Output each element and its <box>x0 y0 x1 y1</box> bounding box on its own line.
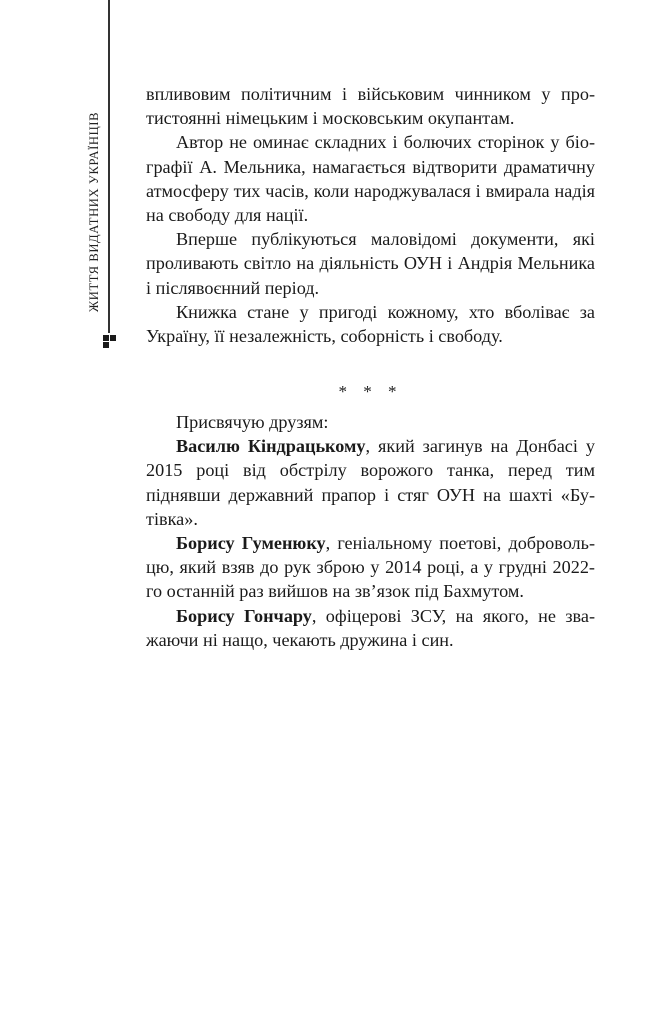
dedicatee-name: Борису Гончару <box>176 605 312 626</box>
series-title: ЖИТТЯ ВИДАТНИХ УКРАЇНЦІВ <box>87 111 101 313</box>
paragraph: Вперше публікуються маловідомі документи, які проливають світло на діяльність ОУН і Андрія Мельника і післявоєнний період. <box>146 229 595 298</box>
dedication-entry <box>146 604 595 652</box>
dedication-entry <box>146 531 595 604</box>
dedicatee-text: , офіцерові ЗСУ, на якого, не зважаючи ні нащо, чекають дружина і син. <box>146 605 595 650</box>
dedicatee-name: Василю Кіндрацькому <box>176 436 366 457</box>
dedication-heading: Присвячую друзям: <box>176 412 329 432</box>
dedication-entry <box>146 434 595 531</box>
paragraph: Книжка стане у пригоді кожному, хто вболіває за Україну, її незалежність, соборність і свободу. <box>146 301 595 347</box>
dedication-block <box>146 410 595 652</box>
intro-text <box>146 82 595 348</box>
dedicatee-text: , який загинув на Донбасі у 2015 році від обстрілу ворожого танка, перед тим піднявши державний прапор і стяг ОУН на шахті «Бутівка». <box>146 436 595 529</box>
ornament-squares-icon <box>103 335 117 349</box>
dedicatee-name: Борису Гуменюку <box>176 533 326 554</box>
dedicatee-text: , геніальному поетові, добровольцю, який взяв до рук зброю у 2014 році, а у грудні 2022-го останній раз вийшов на зв’язок під Бахмутом. <box>146 533 595 602</box>
paragraph: Автор не оминає складних і болючих сторінок у біографії А. Мельника, намагається відтворити драматичну атмосферу тих часів, коли народжувалася і вмирала надія на свободу для нації. <box>146 132 595 226</box>
paragraph: впливовим політичним і військовим чинником у протистоянні німецьким і московським окупантам. <box>146 84 595 129</box>
side-rule <box>108 0 110 333</box>
section-separator: * * * <box>338 382 403 401</box>
